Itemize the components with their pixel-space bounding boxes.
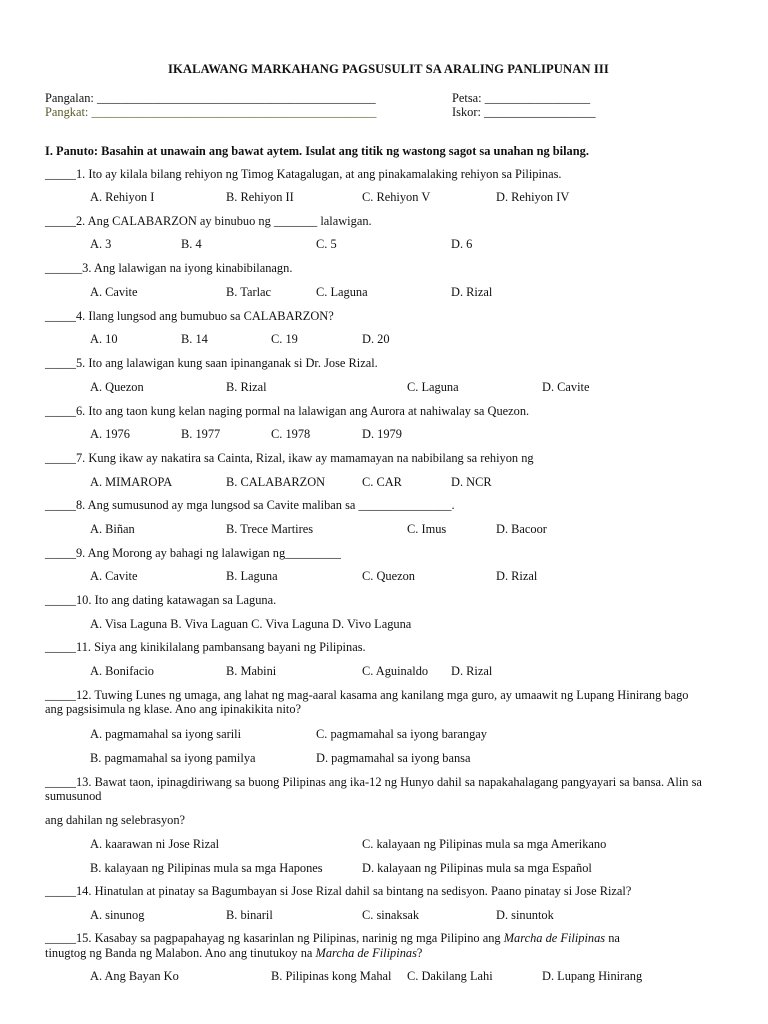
choice-15d: D. Lupang Hinirang [542,969,643,983]
choice-12b: B. pagmamahal sa iyong pamilya [90,751,256,765]
question-5: _____5. Ito ang lalawigan kung saan ipinanganak si Dr. Jose Rizal. [45,356,378,370]
question-3: ______3. Ang lalawigan na iyong kinabibilanagn. [45,261,293,275]
choice-13b: B. kalayaan ng Pilipinas mula sa mga Hapones [90,861,323,875]
choice-4b: B. 14 [181,332,208,346]
choice-9a: A. Cavite [90,569,138,583]
pangkat-field: Pangkat: ______________________________________________ [45,105,377,119]
petsa-field: Petsa: _________________ [452,91,591,105]
choice-9b: B. Laguna [226,569,278,583]
choice-8b: B. Trece Martires [226,522,314,536]
choice-7b: B. CALABARZON [226,475,326,489]
choice-13a: A. kaarawan ni Jose Rizal [90,837,220,851]
choice-13c: C. kalayaan ng Pilipinas mula sa mga Amerikano [362,837,607,851]
question-7: _____7. Kung ikaw ay nakatira sa Cainta, Rizal, ikaw ay mamamayan na nabibilang sa rehiyon ng [45,451,534,465]
choice-11c: C. Aguinaldo [362,664,429,678]
choice-13d: D. kalayaan ng Pilipinas mula sa mga Español [362,861,592,875]
iskor-field: Iskor: __________________ [452,105,596,119]
choice-14a: A. sinunog [90,908,145,922]
choice-12d: D. pagmamahal sa iyong bansa [316,751,471,765]
question-11: _____11. Siya ang kinikilalang pambansang bayani ng Pilipinas. [45,640,366,654]
question-8: _____8. Ang sumusunod ay mga lungsod sa Cavite maliban sa _______________. [45,498,455,512]
question-1: _____1. Ito ay kilala bilang rehiyon ng Timog Katagalugan, at ang pinakamalaking rehiyon sa Pilipinas. [45,167,562,181]
question-10: _____10. Ito ang dating katawagan sa Laguna. [45,593,277,607]
choice-2b: B. 4 [181,237,202,251]
choice-8d: D. Bacoor [496,522,547,536]
choice-1b: B. Rehiyon II [226,190,294,204]
choice-7c: C. CAR [362,475,402,489]
choice-1a: A. Rehiyon I [90,190,155,204]
choice-2c: C. 5 [316,237,337,251]
choice-2d: D. 6 [451,237,473,251]
choice-15b: B. Pilipinas kong Mahal [271,969,392,983]
choice-5d: D. Cavite [542,380,590,394]
question-13-continued: ang dahilan ng selebrasyon? [45,813,186,827]
choice-3c: C. Laguna [316,285,368,299]
choice-7d: D. NCR [451,475,492,489]
choice-1c: C. Rehiyon V [362,190,431,204]
choice-14b: B. binaril [226,908,273,922]
choice-5c: C. Laguna [407,380,459,394]
choice-9c: C. Quezon [362,569,415,583]
choice-11d: D. Rizal [451,664,493,678]
choice-6c: C. 1978 [271,427,311,441]
instructions: I. Panuto: Basahin at unawain ang bawat aytem. Isulat ang titik ng wastong sagot sa unahan ng bilang. [45,144,589,158]
choice-5b: B. Rizal [226,380,267,394]
choice-15c: C. Dakilang Lahi [407,969,493,983]
question-9: _____9. Ang Morong ay bahagi ng lalawigan ng_________ [45,546,341,560]
choice-2a: A. 3 [90,237,112,251]
question-15-continued: tinugtog ng Banda ng Malabon. Ano ang tinutukoy na Marcha de Filipinas? [45,946,423,960]
question-4: _____4. Ilang lungsod ang bumubuo sa CALABARZON? [45,309,334,323]
question-6: _____6. Ito ang taon kung kelan naging pormal na lalawigan ang Aurora at nahiwalay sa Quezon. [45,404,530,418]
question-2: _____2. Ang CALABARZON ay binubuo ng _______ lalawigan. [45,214,372,228]
choice-12a: A. pagmamahal sa iyong sarili [90,727,242,741]
choice-5a: A. Quezon [90,380,144,394]
question-14: _____14. Hinatulan at pinatay sa Bagumbayan si Jose Rizal dahil sa bintang na sedisyon. Paano pinatay si Jose Rizal? [45,884,632,898]
question-12: _____12. Tuwing Lunes ng umaga, ang lahat ng mag-aaral kasama ang kanilang mga guro, ay umaawit ng Lupang Hinirang bago ang pagsisimula ng klase. Ano ang ipinakikita nito? [45,688,689,716]
choice-6b: B. 1977 [181,427,221,441]
choice-15a: A. Ang Bayan Ko [90,969,179,983]
choice-12c: C. pagmamahal sa iyong barangay [316,727,488,741]
pangalan-field: Pangalan: _____________________________________________ [45,91,376,105]
choice-3b: B. Tarlac [226,285,272,299]
choice-3d: D. Rizal [451,285,493,299]
choice-11a: A. Bonifacio [90,664,155,678]
question-15: _____15. Kasabay sa pagpapahayag ng kasarinlan ng Pilipinas, narinig ng mga Pilipino ang Marcha de Filipinas na [45,931,620,945]
choice-3a: A. Cavite [90,285,138,299]
choice-11b: B. Mabini [226,664,277,678]
choice-4c: C. 19 [271,332,298,346]
exam-title: IKALAWANG MARKAHANG PAGSUSULIT SA ARALING PANLIPUNAN III [168,62,609,76]
choice-7a: A. MIMAROPA [90,475,173,489]
choice-6d: D. 1979 [362,427,402,441]
choice-4d: D. 20 [362,332,390,346]
choice-6a: A. 1976 [90,427,130,441]
choice-1d: D. Rehiyon IV [496,190,570,204]
question-13: _____13. Bawat taon, ipinagdiriwang sa buong Pilipinas ang ika-12 ng Hunyo dahil sa napakahalagang pangyayari sa bansa. Alin sa sumusunod [45,775,702,803]
choice-10-line: A. Visa Laguna B. Viva Laguan C. Viva Laguna D. Vivo Laguna [90,617,412,631]
choice-9d: D. Rizal [496,569,538,583]
choice-14d: D. sinuntok [496,908,554,922]
choice-4a: A. 10 [90,332,118,346]
choice-8c: C. Imus [407,522,447,536]
choice-14c: C. sinaksak [362,908,420,922]
choice-8a: A. Biñan [90,522,135,536]
